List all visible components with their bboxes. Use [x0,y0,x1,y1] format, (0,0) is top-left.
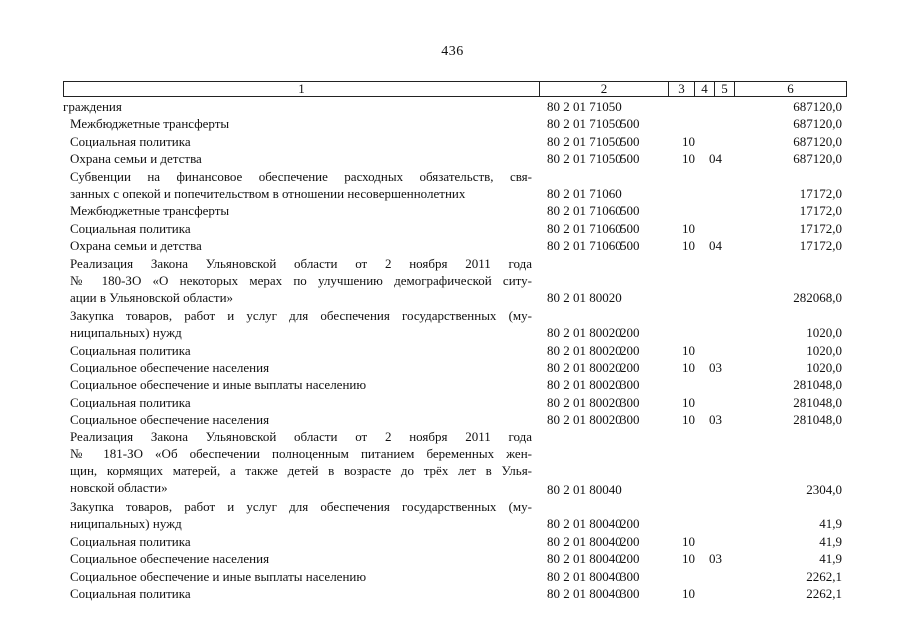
header-col-4: 4 [694,82,714,96]
row-expense-type: 300 [620,568,640,584]
table-row [0,550,905,567]
row-expense-type: 300 [620,412,640,428]
row-name [70,237,532,254]
row-name [70,394,532,411]
row-name-line: Социальное обеспечение и иные выплаты населению [70,568,367,584]
table-row [0,237,905,254]
row-amount: 282068,0 [793,290,842,306]
row-code: 80 2 01 71060 [547,185,622,201]
row-expense-type: 500 [620,203,640,219]
row-name-line: Социальное обеспечение населения [70,412,270,428]
row-name [70,359,532,376]
row-amount: 1020,0 [806,342,842,358]
row-amount: 17172,0 [799,220,842,236]
row-section: 10 [682,586,695,602]
row-expense-type: 500 [620,220,640,236]
row-name-line: ниципальных) нужд [70,516,182,532]
row-name-line: щин, кормящих матерей, а также детей в возрасте до трёх лет в Улья- [70,463,532,479]
row-name-line: Социальная политика [70,533,191,549]
row-code: 80 2 01 71060 [547,238,622,254]
table-row [0,568,905,585]
row-name-line: Социальная политика [70,586,191,602]
row-name [63,98,525,115]
row-expense-type: 200 [620,359,640,375]
row-amount: 281048,0 [793,377,842,393]
table-row [0,168,905,203]
row-name-line: ации в Ульяновской области» [70,289,234,305]
row-subsection: 03 [709,359,722,375]
header-col-1: 1 [298,81,305,96]
row-amount: 2262,1 [806,586,842,602]
row-name-line: Субвенции на финансовое обеспечение расходных обязательств, свя- [70,168,532,184]
row-name-line: Социальное обеспечение населения [70,551,270,567]
row-amount: 2262,1 [806,568,842,584]
table-header [63,81,847,97]
row-name [70,115,532,132]
row-name-line: № 181-ЗО «Об обеспечении полноценным питанием беременных жен- [70,446,532,462]
row-code: 80 2 01 80040 [547,481,622,497]
row-name [70,150,532,167]
row-subsection: 04 [709,151,722,167]
table-row [0,498,905,533]
budget-table-body [0,98,905,602]
table-row [0,98,905,115]
row-amount: 1020,0 [806,359,842,375]
row-amount: 17172,0 [799,203,842,219]
table-row [0,428,905,498]
row-amount: 41,9 [819,551,842,567]
row-name-line: Межбюджетные трансферты [70,203,230,219]
row-name-line: Социальная политика [70,342,191,358]
row-name-line: ниципальных) нужд [70,324,182,340]
row-name-line: Социальная политика [70,133,191,149]
row-expense-type: 300 [620,394,640,410]
header-col-5: 5 [714,82,734,96]
row-section: 10 [682,533,695,549]
row-expense-type: 200 [620,325,640,341]
row-code: 80 2 01 80020 [547,412,622,428]
row-expense-type: 200 [620,533,640,549]
header-col-2: 2 [539,82,668,96]
row-name-line: занных с опекой и попечительством в отношении несовершеннолетних [70,185,466,201]
row-code: 80 2 01 71050 [547,99,622,114]
row-section: 10 [682,220,695,236]
row-name [70,585,532,602]
row-name-line: Социальная политика [70,220,191,236]
table-row [0,394,905,411]
row-amount: 41,9 [819,516,842,532]
row-section: 10 [682,151,695,167]
row-name-line: Социальное обеспечение населения [70,359,270,375]
row-code: 80 2 01 80020 [547,290,622,306]
row-name [70,202,532,219]
row-expense-type: 300 [620,586,640,602]
row-section: 10 [682,394,695,410]
row-name [70,498,532,532]
table-row [0,255,905,307]
row-name [70,133,532,150]
row-name-line: Охрана семьи и детства [70,238,202,254]
table-row [0,376,905,393]
row-code: 80 2 01 80040 [547,516,622,532]
row-name [70,255,532,306]
row-code: 80 2 01 80020 [547,377,622,393]
row-code: 80 2 01 80020 [547,394,622,410]
row-name [70,168,532,202]
row-name [70,533,532,550]
row-expense-type: 200 [620,551,640,567]
row-amount: 41,9 [819,533,842,549]
table-row [0,585,905,602]
row-expense-type: 500 [620,238,640,254]
table-row [0,359,905,376]
row-section: 10 [682,412,695,428]
row-amount: 281048,0 [793,394,842,410]
row-code: 80 2 01 80040 [547,568,622,584]
row-subsection: 03 [709,412,722,428]
table-row [0,133,905,150]
row-name-line: Охрана семьи и детства [70,151,202,167]
row-expense-type: 500 [620,133,640,149]
row-section: 10 [682,551,695,567]
header-col-3: 3 [668,82,694,96]
row-section: 10 [682,342,695,358]
row-expense-type: 500 [620,151,640,167]
row-code: 80 2 01 71050 [547,116,622,132]
row-name-line: Социальная политика [70,394,191,410]
row-name [70,550,532,567]
row-expense-type: 500 [620,116,640,132]
row-amount: 2304,0 [806,481,842,497]
table-row [0,220,905,237]
row-expense-type: 200 [620,342,640,358]
row-name-line: Закупка товаров, работ и услуг для обеспечения государственных (му- [70,307,532,323]
row-code: 80 2 01 71060 [547,220,622,236]
row-name [70,220,532,237]
table-row [0,115,905,132]
row-section: 10 [682,133,695,149]
row-name [70,568,532,585]
row-expense-type: 300 [620,377,640,393]
row-expense-type: 200 [620,516,640,532]
row-name-line: Реализация Закона Ульяновской области от 2 ноября 2011 года [70,429,532,445]
table-row [0,411,905,428]
row-name-line: № 180-ЗО «О некоторых мерах по улучшению демографической ситу- [70,272,532,288]
row-section: 10 [682,359,695,375]
row-amount: 1020,0 [806,325,842,341]
row-name-line: новской области» [70,480,168,496]
row-name-line: Закупка товаров, работ и услуг для обеспечения государственных (му- [70,499,532,515]
row-name-line: Социальное обеспечение и иные выплаты населению [70,377,367,393]
row-name-line: граждения [63,99,122,114]
row-name [70,342,532,359]
row-code: 80 2 01 71050 [547,133,622,149]
row-amount: 17172,0 [799,238,842,254]
row-amount: 687120,0 [793,151,842,167]
table-row [0,307,905,342]
table-row [0,342,905,359]
table-row [0,202,905,219]
page-number: 436 [441,44,464,59]
row-amount: 281048,0 [793,412,842,428]
row-code: 80 2 01 71050 [547,151,622,167]
row-subsection: 03 [709,551,722,567]
row-code: 80 2 01 80020 [547,359,622,375]
row-name [70,428,532,496]
row-code: 80 2 01 80040 [547,586,622,602]
row-code: 80 2 01 71060 [547,203,622,219]
row-amount: 687120,0 [793,99,842,114]
row-code: 80 2 01 80020 [547,342,622,358]
row-name-line: Межбюджетные трансферты [70,116,230,132]
row-name [70,376,532,393]
row-code: 80 2 01 80040 [547,533,622,549]
row-code: 80 2 01 80020 [547,325,622,341]
row-subsection: 04 [709,238,722,254]
table-row [0,150,905,167]
row-name-line: Реализация Закона Ульяновской области от 2 ноября 2011 года [70,255,532,271]
row-section: 10 [682,238,695,254]
table-row [0,533,905,550]
header-col-6: 6 [734,82,846,96]
row-name [70,411,532,428]
row-amount: 687120,0 [793,116,842,132]
row-name [70,307,532,341]
row-amount: 687120,0 [793,133,842,149]
row-amount: 17172,0 [799,185,842,201]
row-code: 80 2 01 80040 [547,551,622,567]
